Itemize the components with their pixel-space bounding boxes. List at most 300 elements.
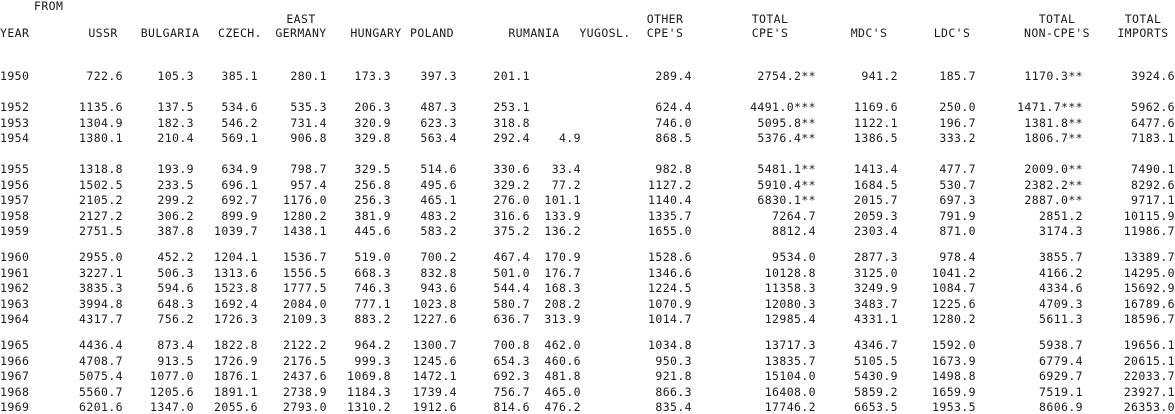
cell-ldcs: 1225.6 — [932, 296, 976, 311]
col-header-total_non_cpes: NON-CPE'S — [1024, 26, 1090, 40]
row-year-cell: 1950 — [0, 69, 30, 83]
cell-rumania: 292.4 — [493, 131, 530, 145]
cell-total_non_cpes: 1471.7*** — [1017, 100, 1083, 114]
cell-ussr: 1135.6 — [79, 100, 123, 114]
cell-rumania: 467.4 — [493, 250, 530, 264]
cell-rumania: 253.1 — [493, 100, 530, 114]
cell-mdcs: 2877.3 — [854, 250, 898, 264]
cell-poland: 943.6 — [420, 281, 457, 295]
cell-ldcs: 791.9 — [939, 208, 976, 223]
cell-czech: 1876.1 — [214, 369, 258, 383]
cell-ussr: 5075.4 — [79, 369, 123, 383]
cell-yugosl: 481.8 — [544, 369, 581, 383]
cell-czech: 1726.3 — [214, 312, 258, 326]
cell-mdcs: 5430.9 — [854, 369, 898, 383]
cell-mdcs: 6653.5 — [854, 400, 898, 414]
cell-total_imports: 5962.6 — [1131, 100, 1175, 114]
cell-ldcs: 333.2 — [939, 131, 976, 145]
row-year-cell: 1957 — [0, 193, 30, 207]
cell-other_cpes: 950.3 — [655, 353, 692, 368]
cell-east_germany: 957.4 — [290, 177, 327, 192]
cell-mdcs: 5859.2 — [854, 384, 898, 399]
cell-total_imports: 13389.7 — [1123, 250, 1175, 264]
row-year-cell: 1952 — [0, 100, 30, 114]
cell-mdcs: 2303.4 — [854, 224, 898, 238]
cell-ldcs: 530.7 — [939, 177, 976, 192]
cell-hungary: 1184.3 — [347, 384, 391, 399]
cell-east_germany: 1536.7 — [283, 250, 327, 264]
cell-ldcs: 1280.2 — [932, 312, 976, 326]
cell-total_imports: 19656.1 — [1123, 338, 1175, 352]
cell-yugosl: 4.9 — [559, 131, 581, 145]
cell-hungary: 329.8 — [354, 131, 391, 145]
cell-total_imports: 7183.1 — [1131, 131, 1175, 145]
cell-bulgaria: 182.3 — [157, 115, 194, 130]
cell-yugosl: 208.2 — [544, 296, 581, 311]
col-header-mdcs: MDC'S — [850, 26, 888, 40]
cell-ussr: 4708.7 — [79, 353, 123, 368]
cell-bulgaria: 1205.6 — [150, 384, 194, 399]
cell-bulgaria: 1077.0 — [150, 369, 194, 383]
cell-bulgaria: 193.9 — [157, 162, 194, 176]
cell-mdcs: 2059.3 — [854, 208, 898, 223]
cell-mdcs: 3249.9 — [854, 281, 898, 295]
col-header-czech: CZECH. — [218, 26, 262, 40]
cell-total_cpes: 8812.4 — [772, 224, 816, 238]
cell-ldcs: 871.0 — [939, 224, 976, 238]
cell-hungary: 381.9 — [354, 208, 391, 223]
cell-bulgaria: 648.3 — [157, 296, 194, 311]
cell-ldcs: 250.0 — [939, 100, 976, 114]
cell-ussr: 1502.5 — [79, 177, 123, 192]
row-year-cell: 1961 — [0, 265, 30, 280]
cell-mdcs: 941.2 — [861, 69, 898, 83]
cell-ldcs: 978.4 — [939, 250, 976, 264]
col-header-total_cpes: CPE'S — [751, 26, 789, 40]
cell-rumania: 636.7 — [493, 312, 530, 326]
cell-total_imports: 26353.0 — [1123, 400, 1175, 414]
cell-rumania: 318.8 — [493, 115, 530, 130]
cell-other_cpes: 866.3 — [655, 384, 692, 399]
cell-poland: 495.6 — [420, 177, 457, 192]
cell-rumania: 544.4 — [493, 281, 530, 295]
cell-czech: 692.7 — [221, 193, 258, 207]
cell-total_non_cpes: 4334.6 — [1039, 281, 1083, 295]
cell-total_non_cpes: 3174.3 — [1039, 224, 1083, 238]
cell-rumania: 330.6 — [493, 162, 530, 176]
col-header-ldcs: LDC'S — [933, 26, 971, 40]
cell-ussr: 3994.8 — [79, 296, 123, 311]
cell-other_cpes: 982.8 — [655, 162, 692, 176]
cell-mdcs: 1386.5 — [854, 131, 898, 145]
cell-yugosl: 460.6 — [544, 353, 581, 368]
cell-bulgaria: 506.3 — [157, 265, 194, 280]
cell-total_non_cpes: 6929.7 — [1039, 369, 1083, 383]
cell-yugosl: 33.4 — [551, 162, 581, 176]
cell-other_cpes: 1140.4 — [648, 193, 692, 207]
cell-czech: 546.2 — [221, 115, 258, 130]
cell-czech: 569.1 — [221, 131, 258, 145]
cell-total_imports: 3924.6 — [1131, 69, 1175, 83]
cell-total_imports: 9717.1 — [1131, 193, 1175, 207]
cell-poland: 832.8 — [420, 265, 457, 280]
cell-ldcs: 697.3 — [939, 193, 976, 207]
row-year-cell: 1960 — [0, 250, 30, 264]
cell-total_imports: 18596.7 — [1123, 312, 1175, 326]
cell-ldcs: 185.7 — [939, 69, 976, 83]
cell-poland: 397.3 — [420, 69, 457, 83]
cell-total_cpes: 2754.2** — [757, 69, 816, 83]
cell-east_germany: 906.8 — [290, 131, 327, 145]
cell-total_cpes: 6830.1** — [757, 193, 816, 207]
cell-east_germany: 1438.1 — [283, 224, 327, 238]
col-header-yugosl: YUGOSL. — [579, 26, 631, 40]
cell-total_non_cpes: 1381.8** — [1024, 115, 1083, 130]
cell-other_cpes: 1346.6 — [648, 265, 692, 280]
col-header-bulgaria: BULGARIA — [140, 26, 200, 40]
cell-total_cpes: 5910.4** — [757, 177, 816, 192]
cell-east_germany: 2437.6 — [283, 369, 327, 383]
col-header-year: YEAR — [0, 26, 30, 40]
cell-ussr: 2751.5 — [79, 224, 123, 238]
cell-ussr: 1380.1 — [79, 131, 123, 145]
col-header-hungary: HUNGARY — [350, 26, 402, 40]
cell-total_cpes: 5095.8** — [757, 115, 816, 130]
cell-bulgaria: 137.5 — [157, 100, 194, 114]
col-header-other_cpes: OTHER — [646, 12, 684, 26]
from-label: FROM — [34, 0, 64, 13]
cell-total_cpes: 7264.7 — [772, 208, 816, 223]
cell-total_non_cpes: 5611.3 — [1039, 312, 1083, 326]
cell-czech: 1204.1 — [214, 250, 258, 264]
cell-czech: 1822.8 — [214, 338, 258, 352]
row-year-cell: 1965 — [0, 338, 30, 352]
cell-ldcs: 1592.0 — [932, 338, 976, 352]
cell-other_cpes: 1224.5 — [648, 281, 692, 295]
cell-east_germany: 1280.2 — [283, 208, 327, 223]
cell-total_non_cpes: 6779.4 — [1039, 353, 1083, 368]
cell-czech: 1692.4 — [214, 296, 258, 311]
cell-hungary: 256.3 — [354, 193, 391, 207]
cell-total_non_cpes: 8606.9 — [1039, 400, 1083, 414]
cell-total_imports: 11986.7 — [1123, 224, 1175, 238]
cell-rumania: 580.7 — [493, 296, 530, 311]
cell-czech: 1313.6 — [214, 265, 258, 280]
cell-hungary: 256.8 — [354, 177, 391, 192]
cell-hungary: 668.3 — [354, 265, 391, 280]
cell-rumania: 654.3 — [493, 353, 530, 368]
cell-poland: 583.2 — [420, 224, 457, 238]
cell-czech: 534.6 — [221, 100, 258, 114]
cell-ussr: 1318.8 — [79, 162, 123, 176]
cell-total_non_cpes: 1806.7** — [1024, 131, 1083, 145]
cell-other_cpes: 1034.8 — [648, 338, 692, 352]
cell-other_cpes: 746.0 — [655, 115, 692, 130]
cell-east_germany: 535.3 — [290, 100, 327, 114]
cell-ussr: 5560.7 — [79, 384, 123, 399]
cell-hungary: 964.2 — [354, 338, 391, 352]
cell-rumania: 201.1 — [493, 69, 530, 83]
cell-rumania: 814.6 — [493, 400, 530, 414]
cell-east_germany: 2084.0 — [283, 296, 327, 311]
cell-mdcs: 1684.5 — [854, 177, 898, 192]
cell-total_cpes: 16408.0 — [764, 384, 816, 399]
cell-poland: 1912.6 — [413, 400, 457, 414]
cell-yugosl: 465.0 — [544, 384, 581, 399]
cell-bulgaria: 299.2 — [157, 193, 194, 207]
cell-ussr: 4436.4 — [79, 338, 123, 352]
cell-hungary: 1069.8 — [347, 369, 391, 383]
cell-ldcs: 477.7 — [939, 162, 976, 176]
cell-czech: 1039.7 — [214, 224, 258, 238]
cell-total_imports: 20615.1 — [1123, 353, 1175, 368]
cell-east_germany: 2176.5 — [283, 353, 327, 368]
cell-total_non_cpes: 3855.7 — [1039, 250, 1083, 264]
cell-total_imports: 16789.6 — [1123, 296, 1175, 311]
cell-rumania: 756.7 — [493, 384, 530, 399]
row-year-cell: 1966 — [0, 353, 30, 368]
cell-total_cpes: 5481.1** — [757, 162, 816, 176]
cell-poland: 1227.6 — [413, 312, 457, 326]
cell-total_cpes: 4491.0*** — [750, 100, 816, 114]
cell-other_cpes: 1014.7 — [648, 312, 692, 326]
cell-czech: 899.9 — [221, 208, 258, 223]
row-year-cell: 1963 — [0, 296, 30, 311]
col-header-east_germany: EAST — [286, 12, 316, 26]
cell-total_non_cpes: 2382.2** — [1024, 177, 1083, 192]
cell-other_cpes: 835.4 — [655, 400, 692, 414]
cell-rumania: 692.3 — [493, 369, 530, 383]
cell-poland: 1023.8 — [413, 296, 457, 311]
cell-total_cpes: 12985.4 — [764, 312, 816, 326]
col-header-east_germany: GERMANY — [275, 26, 327, 40]
cell-hungary: 445.6 — [354, 224, 391, 238]
row-year-cell: 1954 — [0, 131, 30, 145]
cell-ldcs: 1041.2 — [932, 265, 976, 280]
cell-yugosl: 176.7 — [544, 265, 581, 280]
cell-hungary: 173.3 — [354, 69, 391, 83]
cell-total_imports: 14295.0 — [1123, 265, 1175, 280]
row-year-cell: 1964 — [0, 312, 30, 326]
cell-poland: 465.1 — [420, 193, 457, 207]
cell-total_cpes: 17746.2 — [764, 400, 816, 414]
cell-poland: 487.3 — [420, 100, 457, 114]
col-header-poland: POLAND — [410, 26, 454, 40]
cell-east_germany: 1777.5 — [283, 281, 327, 295]
cell-czech: 696.1 — [221, 177, 258, 192]
cell-rumania: 375.2 — [493, 224, 530, 238]
cell-total_imports: 22033.7 — [1123, 369, 1175, 383]
row-year-cell: 1955 — [0, 162, 30, 176]
col-header-total_imports: TOTAL — [1124, 12, 1162, 26]
cell-hungary: 206.3 — [354, 100, 391, 114]
cell-poland: 483.2 — [420, 208, 457, 223]
cell-other_cpes: 289.4 — [655, 69, 692, 83]
cell-poland: 1472.1 — [413, 369, 457, 383]
cell-hungary: 999.3 — [354, 353, 391, 368]
cell-bulgaria: 387.8 — [157, 224, 194, 238]
cell-yugosl: 136.2 — [544, 224, 581, 238]
cell-hungary: 777.1 — [354, 296, 391, 311]
cell-total_cpes: 11358.3 — [764, 281, 816, 295]
cell-total_imports: 23927.1 — [1123, 384, 1175, 399]
cell-mdcs: 1169.6 — [854, 100, 898, 114]
cell-poland: 563.4 — [420, 131, 457, 145]
cell-east_germany: 798.7 — [290, 162, 327, 176]
cell-east_germany: 1176.0 — [283, 193, 327, 207]
col-header-other_cpes: CPE'S — [646, 26, 684, 40]
cell-yugosl: 133.9 — [544, 208, 581, 223]
cell-other_cpes: 1070.9 — [648, 296, 692, 311]
cell-total_cpes: 13835.7 — [764, 353, 816, 368]
cell-total_imports: 15692.9 — [1123, 281, 1175, 295]
cell-ussr: 722.6 — [86, 69, 123, 83]
cell-hungary: 746.3 — [354, 281, 391, 295]
row-year-cell: 1956 — [0, 177, 30, 192]
cell-other_cpes: 1528.6 — [648, 250, 692, 264]
cell-rumania: 700.8 — [493, 338, 530, 352]
row-year-cell: 1953 — [0, 115, 30, 130]
row-year-cell: 1969 — [0, 400, 30, 414]
cell-total_non_cpes: 2887.0** — [1024, 193, 1083, 207]
cell-total_non_cpes: 4709.3 — [1039, 296, 1083, 311]
cell-mdcs: 3483.7 — [854, 296, 898, 311]
row-year-cell: 1967 — [0, 369, 30, 383]
cell-total_cpes: 12080.3 — [764, 296, 816, 311]
cell-rumania: 501.0 — [493, 265, 530, 280]
cell-ldcs: 1498.8 — [932, 369, 976, 383]
cell-ldcs: 1659.9 — [932, 384, 976, 399]
col-header-total_cpes: TOTAL — [751, 12, 789, 26]
cell-ldcs: 1953.5 — [932, 400, 976, 414]
cell-ussr: 3835.3 — [79, 281, 123, 295]
cell-bulgaria: 210.4 — [157, 131, 194, 145]
cell-east_germany: 731.4 — [290, 115, 327, 130]
cell-bulgaria: 756.2 — [157, 312, 194, 326]
cell-mdcs: 2015.7 — [854, 193, 898, 207]
cell-yugosl: 476.2 — [544, 400, 581, 414]
cell-yugosl: 462.0 — [544, 338, 581, 352]
cell-east_germany: 1556.5 — [283, 265, 327, 280]
cell-poland: 1739.4 — [413, 384, 457, 399]
cell-total_cpes: 15104.0 — [764, 369, 816, 383]
cell-bulgaria: 873.4 — [157, 338, 194, 352]
cell-bulgaria: 1347.0 — [150, 400, 194, 414]
cell-ussr: 1304.9 — [79, 115, 123, 130]
cell-hungary: 320.9 — [354, 115, 391, 130]
cell-total_non_cpes: 2009.0** — [1024, 162, 1083, 176]
cell-total_imports: 7490.1 — [1131, 162, 1175, 176]
cell-ussr: 3227.1 — [79, 265, 123, 280]
cell-czech: 2055.6 — [214, 400, 258, 414]
col-header-ussr: USSR — [88, 26, 118, 40]
cell-rumania: 276.0 — [493, 193, 530, 207]
cell-east_germany: 2738.9 — [283, 384, 327, 399]
cell-czech: 1891.1 — [214, 384, 258, 399]
cell-mdcs: 3125.0 — [854, 265, 898, 280]
cell-total_cpes: 10128.8 — [764, 265, 816, 280]
cell-other_cpes: 921.8 — [655, 369, 692, 383]
cell-ldcs: 1673.9 — [932, 353, 976, 368]
cell-total_non_cpes: 4166.2 — [1039, 265, 1083, 280]
cell-total_non_cpes: 1170.3** — [1024, 69, 1083, 83]
row-year-cell: 1962 — [0, 281, 30, 295]
cell-bulgaria: 233.5 — [157, 177, 194, 192]
cell-ussr: 2955.0 — [79, 250, 123, 264]
cell-rumania: 329.2 — [493, 177, 530, 192]
cell-ussr: 4317.7 — [79, 312, 123, 326]
cell-hungary: 1310.2 — [347, 400, 391, 414]
cell-ussr: 2105.2 — [79, 193, 123, 207]
cell-total_non_cpes: 7519.1 — [1039, 384, 1083, 399]
cell-total_imports: 8292.6 — [1131, 177, 1175, 192]
col-header-total_non_cpes: TOTAL — [1038, 12, 1076, 26]
cell-total_imports: 6477.6 — [1131, 115, 1175, 130]
cell-poland: 700.2 — [420, 250, 457, 264]
cell-total_cpes: 13717.3 — [764, 338, 816, 352]
cell-hungary: 883.2 — [354, 312, 391, 326]
cell-mdcs: 5105.5 — [854, 353, 898, 368]
cell-hungary: 329.5 — [354, 162, 391, 176]
cell-east_germany: 280.1 — [290, 69, 327, 83]
cell-total_non_cpes: 2851.2 — [1039, 208, 1083, 223]
cell-yugosl: 170.9 — [544, 250, 581, 264]
cell-hungary: 519.0 — [354, 250, 391, 264]
cell-poland: 1300.7 — [413, 338, 457, 352]
cell-czech: 385.1 — [221, 69, 258, 83]
cell-bulgaria: 913.5 — [157, 353, 194, 368]
cell-other_cpes: 1335.7 — [648, 208, 692, 223]
cell-total_non_cpes: 5938.7 — [1039, 338, 1083, 352]
cell-yugosl: 77.2 — [551, 177, 581, 192]
cell-total_cpes: 9534.0 — [772, 250, 816, 264]
row-year-cell: 1968 — [0, 384, 30, 399]
cell-bulgaria: 452.2 — [157, 250, 194, 264]
cell-other_cpes: 868.5 — [655, 131, 692, 145]
cell-total_imports: 10115.9 — [1123, 208, 1175, 223]
col-header-rumania: RUMANIA — [508, 26, 560, 40]
cell-other_cpes: 1655.0 — [648, 224, 692, 238]
cell-yugosl: 313.9 — [544, 312, 581, 326]
cell-bulgaria: 594.6 — [157, 281, 194, 295]
cell-mdcs: 1413.4 — [854, 162, 898, 176]
cell-total_cpes: 5376.4** — [757, 131, 816, 145]
cell-mdcs: 1122.1 — [854, 115, 898, 130]
row-year-cell: 1958 — [0, 208, 30, 223]
cell-east_germany: 2793.0 — [283, 400, 327, 414]
cell-czech: 1523.8 — [214, 281, 258, 295]
cell-bulgaria: 306.2 — [157, 208, 194, 223]
cell-ldcs: 1084.7 — [932, 281, 976, 295]
cell-poland: 1245.6 — [413, 353, 457, 368]
col-header-total_imports: IMPORTS — [1117, 26, 1169, 40]
row-year-cell: 1959 — [0, 224, 30, 238]
cell-ussr: 2127.2 — [79, 208, 123, 223]
cell-czech: 634.9 — [221, 162, 258, 176]
cell-other_cpes: 624.4 — [655, 100, 692, 114]
cell-east_germany: 2122.2 — [283, 338, 327, 352]
cell-czech: 1726.9 — [214, 353, 258, 368]
cell-mdcs: 4346.7 — [854, 338, 898, 352]
cell-poland: 623.3 — [420, 115, 457, 130]
cell-yugosl: 101.1 — [544, 193, 581, 207]
cell-yugosl: 168.3 — [544, 281, 581, 295]
cell-ussr: 6201.6 — [79, 400, 123, 414]
cell-rumania: 316.6 — [493, 208, 530, 223]
cell-other_cpes: 1127.2 — [648, 177, 692, 192]
cell-ldcs: 196.7 — [939, 115, 976, 130]
cell-bulgaria: 105.3 — [157, 69, 194, 83]
